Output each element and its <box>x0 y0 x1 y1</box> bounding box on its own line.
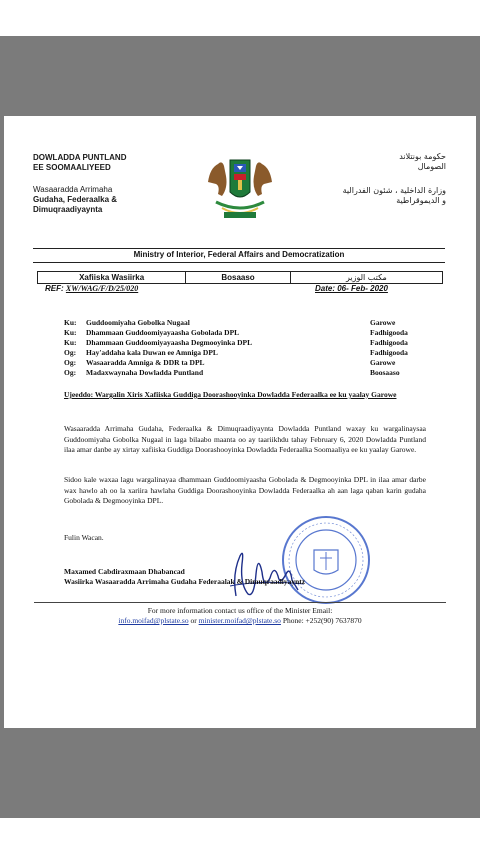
recipient-row <box>64 328 424 338</box>
header-rule-top <box>33 248 445 249</box>
ministry-ar-line1: وزارة الداخلية ، شئون الفدرالية <box>342 186 446 195</box>
ministry-so-line1: Wasaaradda Arrimaha <box>33 185 113 194</box>
reference-number <box>45 284 138 293</box>
header-rule-bottom <box>33 262 445 263</box>
city-cell: Bosaaso <box>186 272 290 283</box>
puntland-crest-logo <box>204 146 276 226</box>
recipient-prefix: Og: <box>64 358 77 367</box>
recipient-prefix: Ku: <box>64 328 77 337</box>
signatory-block <box>64 567 305 587</box>
recipient-location: Boosaaso <box>370 368 400 377</box>
recipient-name: Dhammaan Guddoomiyayaasha Gobolada DPL <box>86 328 240 337</box>
recipient-row <box>64 368 424 378</box>
ministry-so-line2: Gudaha, Federaalka & <box>33 195 118 204</box>
recipient-name: Wasaaradda Amniga & DDR ta DPL <box>86 358 205 367</box>
signatory-name: Maxamed Cabdiraxmaan Dhabancad <box>64 567 185 576</box>
recipient-prefix: Ku: <box>64 318 77 327</box>
recipient-row <box>64 318 424 328</box>
ministry-so-line3: Dimuqraadiyaynta <box>33 205 103 214</box>
recipient-location: Fadhigooda <box>370 328 408 337</box>
email-link-minister[interactable]: minister.moifad@plstate.so <box>198 616 281 625</box>
footer-contact-line: For more information contact us office of the Minister Email: <box>147 606 333 615</box>
recipient-row <box>64 348 424 358</box>
govt-name-line2: EE SOOMAALIYEED <box>33 163 111 172</box>
recipient-prefix: Ku: <box>64 338 77 347</box>
email-link-info[interactable]: info.moifad@plstate.so <box>118 616 189 625</box>
body-paragraph-1: Wasaaradda Arrimaha Gudaha, Federaalka & Dimuqraadiyaynta Dowladda Puntland waxay ku wargalinaysaa Guddoomiyaha Gobolka Nugaal in laga bilaabo maanta oo ay taariikhdu tahay February 6, 2020 Dowladda Puntland ilaa amar danbe ay xirtay xafiiska Guddiga Doorashooyinka Dowladda Federaalka Soomaaliya ee ku yaalay Garowe. <box>64 424 426 454</box>
body-paragraph-2: Sidoo kale waxaa lagu wargalinayaa dhammaan Guddoomiyaasha Gobolada & Degmooyinka DPL in ilaa amar darbe wax hawlo ah oo la xariira hawlaha Guddiga Doorashooyinka Dowladda Federaalka ah aan laga qaban karin gudaha Gobolada & Degmooyinka DPL. <box>64 475 426 505</box>
recipient-location: Fadhigooda <box>370 338 408 347</box>
recipient-location: Garowe <box>370 358 396 367</box>
closing-line: Fulin Wacan. <box>64 533 104 542</box>
recipient-name: Hay'addaha kala Duwan ee Amniga DPL <box>86 348 218 357</box>
recipient-name: Dhammaan Guddoomiyayaasha Degmooyinka DPL <box>86 338 253 347</box>
govt-name-line1: DOWLADDA PUNTLAND <box>33 153 127 162</box>
office-ar-cell: مكتب الوزير <box>345 273 387 282</box>
recipient-name: Madaxwaynaha Dowladda Puntland <box>86 368 204 377</box>
recipient-prefix: Og: <box>64 348 77 357</box>
letter-page <box>4 116 476 728</box>
recipient-location: Fadhigooda <box>370 348 408 357</box>
office-info-row <box>37 271 443 284</box>
recipient-prefix: Og: <box>64 368 77 377</box>
office-cell: Xafiiska Wasiirka <box>38 272 186 283</box>
recipient-name: Guddoomiyaha Gobolka Nugaal <box>86 318 190 327</box>
ref-label: REF: <box>45 284 64 293</box>
recipient-list <box>64 318 424 378</box>
govt-name-ar1: حكومة بونتلاند <box>399 152 446 161</box>
footer-phone: Phone: +252(90) 7637870 <box>280 616 362 625</box>
signatory-title: Wasiirka Wasaaradda Arrimaha Gudaha Federaalak & Dimuqraadiyayntz <box>64 577 306 586</box>
letter-footer <box>34 602 446 626</box>
top-margin <box>0 0 480 36</box>
ministry-title-en: Ministry of Interior, Federal Affairs and Democratization <box>133 250 345 259</box>
letter-date: Date: 06- Feb- 2020 <box>315 284 388 293</box>
recipient-row <box>64 338 424 348</box>
footer-contact-details <box>34 616 446 626</box>
footer-or: or <box>188 616 199 625</box>
bottom-margin <box>0 818 480 854</box>
govt-name-ar2: الصومال <box>417 162 446 171</box>
recipient-location: Garowe <box>370 318 396 327</box>
recipient-row <box>64 358 424 368</box>
header-left-block <box>33 153 183 215</box>
header-right-block <box>296 152 446 206</box>
ministry-ar-line2: و الديموقراطية <box>396 196 446 205</box>
letter-subject: Ujeeddo: Wargalin Xiris Xafiiska Guddiga Doorashooyinka Dowladda Federaalka ee ku yaalay Garowe <box>64 390 397 399</box>
ref-code: XW/WAG/F/D/25/020 <box>65 284 139 293</box>
